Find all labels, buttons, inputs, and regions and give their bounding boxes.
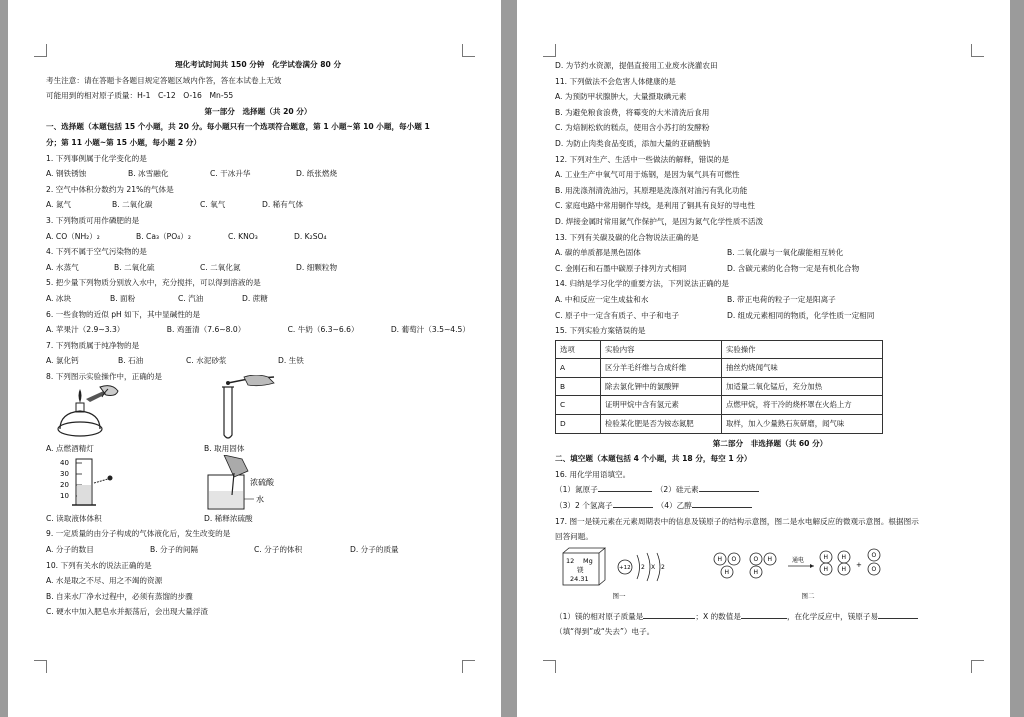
table-header-cell: 选项 <box>556 340 601 359</box>
plus-sign: + <box>856 561 862 570</box>
oxygen-molecule <box>868 549 880 575</box>
hydrogen-molecule <box>838 551 850 575</box>
svg-text:O: O <box>871 566 877 574</box>
option: D. K₂SO₄ <box>294 231 327 241</box>
table-cell: 除去氯化钾中的氯酸钾 <box>601 377 722 396</box>
crop-mark <box>543 44 556 57</box>
option: C. 硬水中加入肥皂水并振荡后，会出现大量浮渣 <box>46 607 209 617</box>
question-17: 回答问题。 <box>555 532 593 542</box>
water-label: 水 <box>256 494 264 504</box>
question-13-options <box>555 261 985 277</box>
option: D. 为防止肉类食品变质，添加大量的亚硝酸钠 <box>555 138 710 148</box>
test-tube-illustration <box>204 375 284 441</box>
fill-prompt: ；X 的数值是 <box>695 611 741 621</box>
table-cell: B <box>556 377 601 396</box>
option: A. 水是取之不尽、用之不竭的资源 <box>46 576 163 586</box>
question-14-options <box>555 292 985 308</box>
figure-d <box>204 455 300 527</box>
nucleus-charge: +12 <box>619 565 631 572</box>
answer-blank[interactable] <box>643 609 695 619</box>
question-7: 7. 下列物质属于纯净物的是 <box>46 340 140 350</box>
table-header-cell: 实验内容 <box>601 340 722 359</box>
option: C. 分子的体积 <box>254 545 303 555</box>
atomic-mass: 24.31 <box>570 575 589 584</box>
exam-page-right <box>517 0 1010 717</box>
option: C. 干冰升华 <box>210 169 251 179</box>
svg-text:H: H <box>767 556 773 564</box>
question-14-options <box>555 308 985 324</box>
option: B. 为避免粮食浪费，将霉变的大米清洗后食用 <box>555 107 710 117</box>
option: B. 冰雪融化 <box>128 169 169 179</box>
crop-mark <box>34 660 47 673</box>
tick-label: 30 <box>60 469 69 478</box>
option: A. 碳的单质都是黑色固体 <box>555 248 641 258</box>
svg-text:H: H <box>823 554 829 562</box>
exam-note: 考生注意：请在答题卡各题目规定答题区域内作答，答在本试卷上无效 <box>46 75 282 85</box>
option: A. 钢铁锈蚀 <box>46 169 87 179</box>
option: C. KNO₃ <box>228 231 258 241</box>
figure-b <box>204 375 284 457</box>
question-2-options <box>46 197 470 213</box>
figure-two <box>683 547 933 605</box>
question-17-figures <box>555 551 985 605</box>
option: D. 细颗粒物 <box>296 262 338 272</box>
table-cell: 抽丝灼烧闻气味 <box>722 359 883 378</box>
option: D. 蔗糖 <box>242 293 268 303</box>
svg-text:O: O <box>753 556 759 564</box>
svg-text:O: O <box>871 552 877 560</box>
option: C. 水泥砂浆 <box>186 356 227 366</box>
fill-prompt: （1）镁的相对原子质量是 <box>555 611 644 621</box>
question-13: 13. 下列有关碳及碳的化合物说法正确的是 <box>555 232 699 242</box>
option: C. 为焙制松软的糕点，使用含小苏打的发酵粉 <box>555 123 710 133</box>
crop-mark <box>971 660 984 673</box>
question-14: 14. 归纳是学习化学的重要方法，下列说法正确的是 <box>555 279 729 289</box>
option: D. 稀有气体 <box>262 200 304 210</box>
dilute-acid-illustration <box>204 455 300 511</box>
table-cell: 取样，加入少量熟石灰研磨，闻气味 <box>722 415 883 434</box>
option: C. 牛奶（6.3~6.6） <box>287 325 359 335</box>
option: B. 石油 <box>118 356 144 366</box>
crop-mark <box>462 44 475 57</box>
crop-mark <box>543 660 556 673</box>
table-cell: 检验某化肥是否为铵态氮肥 <box>601 415 722 434</box>
magnesium-diagram <box>559 547 679 589</box>
option: D. 焊接金属时常用氮气作保护气，是因为氮气化学性质不活泼 <box>555 216 764 226</box>
svg-text:O: O <box>731 556 737 564</box>
part2-title: 第二部分 非选择题（共 60 分） <box>712 438 828 448</box>
option: B. 二氧化碳与一氧化碳能相互转化 <box>727 248 844 258</box>
figure-c-caption: C. 读取液体体积 <box>46 513 102 523</box>
question-16: 16. 用化学用语填空。 <box>555 469 631 479</box>
question-8-figures-row2 <box>46 456 470 526</box>
question-2: 2. 空气中体积分数约为 21%的气体是 <box>46 184 174 194</box>
part1-title: 第一部分 选择题（共 20 分） <box>204 106 312 116</box>
left-page-content <box>46 57 470 620</box>
option: A. 冰块 <box>46 293 72 303</box>
question-3-options <box>46 229 470 245</box>
exam-note: 可能用到的相对原子质量：H-1 C-12 O-16 Mn-55 <box>46 91 234 101</box>
fill-prompt: （3）2 个氢离子 <box>555 501 613 511</box>
fill-prompt: ，在化学反应中，镁原子易 <box>786 611 879 621</box>
option: C. 汽油 <box>178 293 204 303</box>
option: D. 生铁 <box>278 356 304 366</box>
element-symbol: Mg <box>583 557 593 566</box>
option: C. 二氧化氮 <box>200 262 241 272</box>
water-electrolysis-diagram <box>710 547 906 589</box>
option: D. 组成元素相同的物质，化学性质一定相同 <box>727 310 875 320</box>
figure-a-caption: A. 点燃酒精灯 <box>46 443 94 453</box>
question-5: 5. 把少量下列物质分别放入水中，充分搅拌，可以得到溶液的是 <box>46 278 261 288</box>
answer-blank[interactable] <box>692 498 752 508</box>
figure-one-caption: 图一 <box>612 592 626 601</box>
option: B. Ca₃（PO₄）₂ <box>136 231 191 241</box>
measuring-cylinder-illustration <box>46 457 126 511</box>
question-16-row <box>555 482 985 498</box>
alcohol-lamp-illustration <box>46 383 126 441</box>
question-11: 11. 下列做法不会危害人体健康的是 <box>555 76 676 86</box>
option: D. 含碳元素的化合物一定是有机化合物 <box>727 263 860 273</box>
question-4-options <box>46 260 470 276</box>
option: C. 氧气 <box>200 200 226 210</box>
tick-label: 40 <box>60 458 69 467</box>
answer-blank[interactable] <box>613 498 653 508</box>
question-9-options <box>46 542 470 558</box>
section2-title: 二、填空题（本题包括 4 个小题，共 18 分，每空 1 分） <box>555 454 752 464</box>
exam-title: 理化考试时间共 150 分钟 化学试卷满分 80 分 <box>174 60 342 69</box>
table-cell: 点燃甲烷，将干冷的烧杯罩在火焰上方 <box>722 396 883 415</box>
table-cell: 证明甲烷中含有氢元素 <box>601 396 722 415</box>
electron-count-x: X <box>651 564 656 572</box>
option: D. 为节约水资源，提倡直接用工业废水浇灌农田 <box>555 61 718 70</box>
option: A. 分子的数目 <box>46 545 94 555</box>
question-8-figures-row1 <box>46 384 470 456</box>
option: D. 分子的质量 <box>350 545 399 555</box>
tick-label: 20 <box>60 480 69 489</box>
fill-prompt: （1）氮原子 <box>555 485 598 495</box>
question-6: 6. 一些食物的近似 pH 如下，其中显碱性的是 <box>46 309 201 319</box>
crop-mark <box>34 44 47 57</box>
option: B. 自来水厂净水过程中，必须有蒸馏的步骤 <box>46 591 193 601</box>
option: A. 氮气 <box>46 200 72 210</box>
option: B. 分子的间隔 <box>150 545 199 555</box>
table-row <box>556 396 883 415</box>
crop-mark <box>971 44 984 57</box>
option: A. 为预防甲状腺肿大，大量摄取碘元素 <box>555 92 687 102</box>
table-header-row <box>556 340 883 359</box>
question-1: 1. 下列事例属于化学变化的是 <box>46 153 147 163</box>
question-3: 3. 下列物质可用作磷肥的是 <box>46 215 140 225</box>
question-10: 10. 下列有关水的说法正确的是 <box>46 560 152 570</box>
table-header-cell: 实验操作 <box>722 340 883 359</box>
table-cell: 区分羊毛纤维与合成纤维 <box>601 359 722 378</box>
answer-blank[interactable] <box>878 609 918 619</box>
exam-page-left <box>8 0 501 717</box>
fill-prompt: （2）硅元素 <box>655 485 699 495</box>
section1-instructions: 一、选择题（本题包括 15 个小题，共 20 分。每小题只有一个选项符合题意，第 1 小题~第 10 小题，每小题 1 <box>46 122 430 132</box>
water-molecule <box>750 553 776 578</box>
question-17: 17. 图一是镁元素在元素周期表中的信息及镁原子的结构示意图，图二是水电解反应的微观示意图。根据图示 <box>555 516 919 526</box>
option: A. 水蒸气 <box>46 262 79 272</box>
table-cell: 加适量二氧化锰后，充分加热 <box>722 377 883 396</box>
option: A. 苹果汁（2.9~3.3） <box>46 325 125 335</box>
option: D. 葡萄汁（3.5~4.5） <box>390 325 470 335</box>
option: A. 工业生产中氧气可用于炼钢，是因为氧气具有可燃性 <box>555 170 740 180</box>
option: B. 带正电荷的粒子一定是阳离子 <box>727 294 836 304</box>
question-17-part1 <box>555 609 985 625</box>
question-4: 4. 下列不属于空气污染物的是 <box>46 247 147 257</box>
svg-text:H: H <box>717 556 723 564</box>
reaction-condition: 通电 <box>792 557 805 565</box>
answer-blank[interactable] <box>741 609 787 619</box>
table-row <box>556 359 883 378</box>
element-name: 镁 <box>577 566 584 575</box>
electron-count: 2 <box>641 564 645 572</box>
table-row <box>556 415 883 434</box>
option: B. 二氧化碳 <box>112 200 153 210</box>
option: A. 中和反应一定生成盐和水 <box>555 294 649 304</box>
svg-text:H: H <box>753 569 759 577</box>
table-cell: A <box>556 359 601 378</box>
question-16-row <box>555 498 985 514</box>
question-9: 9. 一定质量的由分子构成的气体液化后，发生改变的是 <box>46 529 231 539</box>
question-12: 12. 下列对生产、生活中一些做法的解释，错误的是 <box>555 154 729 164</box>
arrow-head <box>810 564 814 568</box>
option: C. 金刚石和石墨中碳原子排列方式相同 <box>555 263 687 273</box>
question-6-options <box>46 322 470 338</box>
answer-blank[interactable] <box>699 482 759 492</box>
question-7-options <box>46 353 470 369</box>
option: A. CO（NH₂）₂ <box>46 231 100 241</box>
table-row <box>556 377 883 396</box>
question-13-options <box>555 245 985 261</box>
table-cell: C <box>556 396 601 415</box>
table-cell: D <box>556 415 601 434</box>
option: C. 家庭电路中常用铜作导线，是利用了铜具有良好的导电性 <box>555 201 755 211</box>
question-5-options <box>46 291 470 307</box>
figure-c <box>46 457 204 527</box>
svg-text:H: H <box>841 554 847 562</box>
acid-label: 浓硫酸 <box>250 477 274 487</box>
option: D. 纸张燃烧 <box>296 169 338 179</box>
option: B. 用洗涤剂清洗油污，其原理是洗涤剂对油污有乳化功能 <box>555 185 748 195</box>
option: B. 二氧化硫 <box>114 262 155 272</box>
question-8: 8. 下列图示实验操作中，正确的是 <box>46 371 162 381</box>
atomic-number: 12 <box>566 557 575 566</box>
electron-count: 2 <box>661 564 665 572</box>
figure-d-caption: D. 稀释浓硫酸 <box>204 513 253 523</box>
svg-text:H: H <box>841 566 847 574</box>
option: C. 原子中一定含有质子、中子和电子 <box>555 310 680 320</box>
hydrogen-molecule <box>820 551 832 575</box>
figure-b-caption: B. 取用固体 <box>204 443 245 453</box>
right-page-content <box>555 58 985 640</box>
crop-mark <box>462 660 475 673</box>
svg-text:H: H <box>724 569 730 577</box>
option: B. 面粉 <box>110 293 136 303</box>
tick-label: 10 <box>60 491 69 500</box>
experiment-table <box>555 340 883 434</box>
figure-two-caption: 图二 <box>801 592 815 601</box>
option: A. 氯化钙 <box>46 356 79 366</box>
fill-prompt: （4）乙醇 <box>656 501 692 511</box>
answer-blank[interactable] <box>598 482 652 492</box>
water-molecule <box>714 553 740 578</box>
question-1-options <box>46 166 470 182</box>
section1-instructions: 分；第 11 小题~第 15 小题，每小题 2 分） <box>46 137 201 147</box>
figure-one <box>555 547 683 605</box>
fill-prompt: （填“得到”或“失去”）电子。 <box>555 627 655 637</box>
svg-text:H: H <box>823 566 829 574</box>
option: B. 鸡蛋清（7.6~8.0） <box>166 325 246 335</box>
question-15: 15. 下列实验方案错误的是 <box>555 326 646 336</box>
figure-a <box>46 383 204 457</box>
